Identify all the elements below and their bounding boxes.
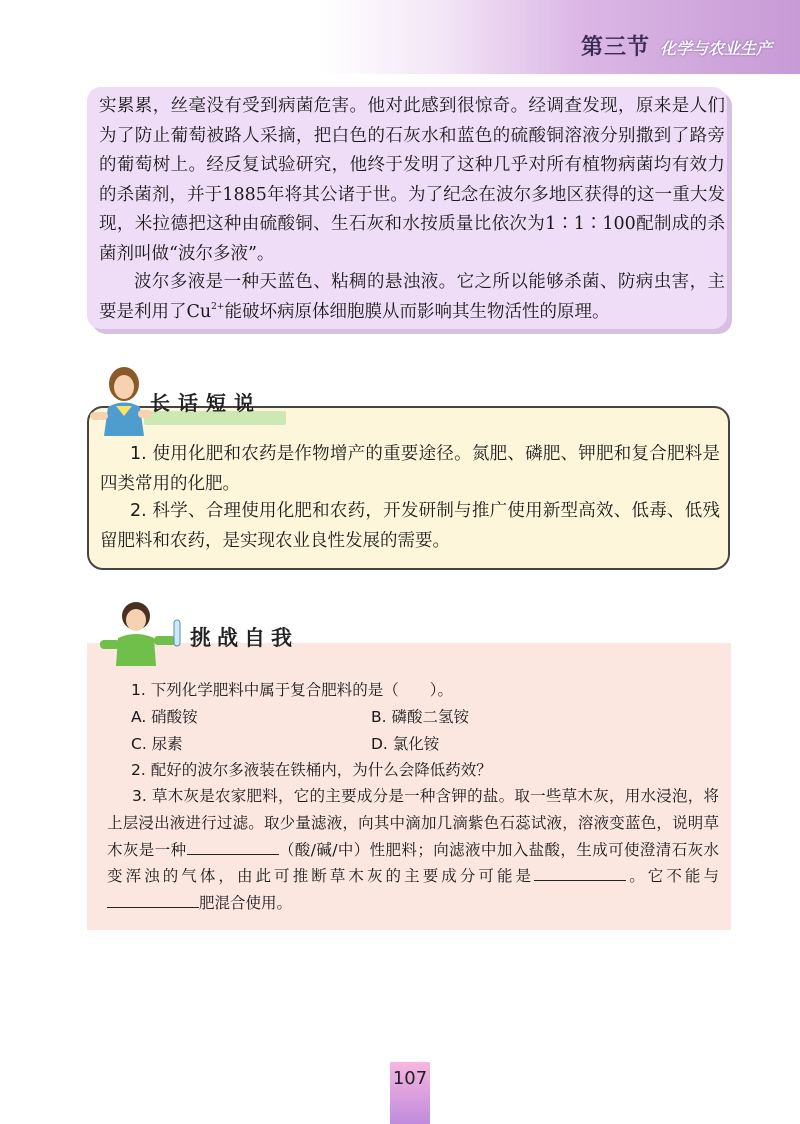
question-2: 2. 配好的波尔多液装在铁桶内，为什么会降低药效？ — [131, 761, 492, 779]
option-b: B. 磷酸二氢铵 — [371, 708, 469, 726]
ion-charge: 2+ — [211, 301, 225, 312]
boy-illustration-icon — [96, 598, 186, 668]
option-d: D. 氯化铵 — [371, 735, 440, 753]
section-number: 第三节 — [580, 35, 650, 60]
summary-title: 长话短说 — [150, 391, 262, 415]
question-text: 3. 草木灰是农家肥料，它的主要成分是一种含钾的盐。取一些草木灰，用水浸泡，将上层浸出液进行过滤。取少量滤液，向其中滴加几滴紫色石蕊试液，溶液变蓝色，说明草木灰是一种 — [107, 787, 719, 859]
summary-item-2: 2. 科学、合理使用化肥和农药，开发研制与推广使用新型高效、低毒、低残留肥料和农药，是实现农业良性发展的需要。 — [100, 501, 720, 551]
question-text: 。它不能与 — [626, 867, 719, 886]
answer-blank[interactable] — [187, 840, 279, 855]
reading-text: 波尔多液是一种天蓝色、粘稠的悬浊液。它之所以能够杀菌、防病虫害，主要是利用了Cu — [99, 272, 725, 322]
section-header — [581, 30, 772, 61]
page-number: 107 — [392, 1068, 428, 1089]
question-text: 肥混合使用。 — [199, 894, 293, 913]
summary-item-1: 1. 使用化肥和农药是作物增产的重要途径。氮肥、磷肥、钾肥和复合肥料是四类常用的化肥。 — [100, 444, 720, 494]
option-c: C. 尿素 — [131, 735, 183, 753]
girl-illustration-icon — [86, 362, 156, 438]
option-a: A. 硝酸铵 — [131, 708, 198, 726]
reading-paragraph-1: 实累累，丝毫没有受到病菌危害。他对此感到很惊奇。经调查发现，原来是人们为了防止葡萄被路人采摘，把白色的石灰水和蓝色的硫酸铜溶液分别撒到了路旁的葡萄树上。经反复试验研究，他终于发明了这种几乎对所有植物病菌均有效力的杀菌剂，并于1885年将其公诸于世。为了纪念在波尔多地区获得的这一重大发现，米拉德把这种由硫酸铜、生石灰和水按质量比依次为1∶1∶100配制成的杀菌剂叫做“波尔多液”。 — [99, 96, 725, 264]
answer-blank[interactable] — [534, 866, 626, 881]
question-3 — [107, 783, 719, 917]
answer-blank[interactable] — [107, 893, 199, 908]
question-1: 1. 下列化学肥料中属于复合肥料的是（ ）。 — [131, 681, 453, 699]
reading-paragraph-2 — [99, 268, 725, 327]
question-text: （酸/碱/中）性肥料；向滤液中加入盐酸，生成可使澄清石灰水变浑浊的气体，由此可推断草木灰的主要成分可能是 — [107, 840, 719, 886]
challenge-title: 挑战自我 — [190, 626, 298, 650]
reading-text: 能破坏病原体细胞膜从而影响其生物活性的原理。 — [224, 301, 610, 322]
section-title: 化学与农业生产 — [659, 39, 772, 58]
